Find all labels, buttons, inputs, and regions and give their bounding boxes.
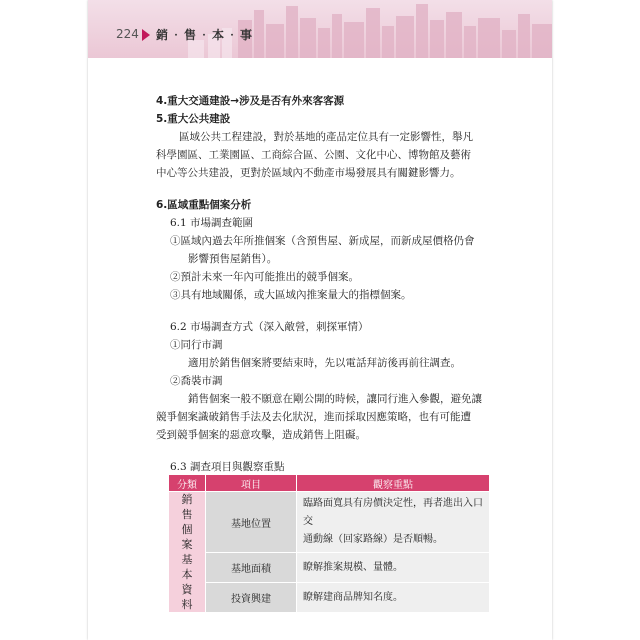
table-row [169, 583, 490, 613]
list-item-paragraph: 受到競爭個案的惡意攻擊，造成銷售上阻礙。 [156, 429, 366, 441]
table-item-cell: 投資興建 [206, 583, 297, 613]
page-content [156, 92, 486, 476]
table-category-cell [169, 492, 206, 613]
list-item-continued: 影響預售屋銷售）。 [188, 253, 278, 265]
section-5-heading: 5.重大公共建設 [156, 113, 231, 125]
list-item: ①區域內過去年所推個案（含預售屋、新成屋，而新成屋價格仍會 [170, 235, 475, 247]
table-desc-cell: 瞭解建商品牌知名度。 [297, 583, 490, 613]
table-item-cell: 基地面積 [206, 553, 297, 583]
table-item-cell: 基地位置 [206, 492, 297, 553]
list-item-paragraph: 適用於銷售個案將要結束時，先以電話拜訪後再前往調查。 [188, 357, 461, 369]
section-6-2-heading: 6.2 市場調查方式（深入敵營，刺探軍情） [170, 321, 369, 333]
table-desc-line: 臨路面寬具有房價決定性，再者進出入口交 [303, 498, 483, 528]
list-item-paragraph: 銷售個案一般不願意在剛公開的時候，讓同行進入參觀，避免讓 [188, 393, 482, 405]
table-category-label: 銷售個案基本資料 [181, 493, 193, 611]
table-row [169, 553, 490, 583]
section-5-paragraph-line: 區域公共工程建設，對於基地的產品定位具有一定影響性，舉凡 [179, 131, 473, 143]
list-item: ②預計未來一年內可能推出的競爭個案。 [170, 271, 359, 283]
observation-table [168, 474, 490, 613]
table-header-item: 項目 [206, 475, 297, 492]
table-desc-cell: 瞭解推案規模、量體。 [297, 553, 490, 583]
page-header [88, 0, 552, 58]
list-item: ③具有地域關係，或大區域內推案量大的指標個案。 [170, 289, 412, 301]
table-desc-cell [297, 492, 490, 553]
list-item: ①同行市調 [170, 339, 223, 351]
section-6-1-heading: 6.1 市場調查範圍 [170, 217, 254, 229]
table-header-focus: 觀察重點 [297, 475, 490, 492]
section-4-heading: 4.重大交通建設→涉及是否有外來客客源 [156, 95, 345, 107]
page-number: 224 [116, 27, 139, 41]
table-desc-line: 通動線（回家路線）是否順暢。 [303, 534, 443, 546]
list-item: ②喬裝市調 [170, 375, 223, 387]
book-title: 銷‧售‧本‧事 [156, 28, 255, 42]
section-6-3-heading: 6.3 調查項目與觀察重點 [170, 461, 285, 473]
table-row [169, 492, 490, 553]
table-header-category: 分類 [169, 475, 206, 492]
section-5-paragraph-line: 中心等公共建設，更對於區域內不動產市場發展具有關鍵影響力。 [156, 167, 461, 179]
section-6-heading: 6.區域重點個案分析 [156, 199, 252, 211]
section-5-paragraph-line: 科學園區、工業園區、工商綜合區、公園、文化中心、博物館及藝術 [156, 149, 471, 161]
triangle-marker-icon [142, 29, 150, 41]
book-page [88, 0, 552, 640]
list-item-paragraph: 競爭個案識破銷售手法及去化狀況，進而採取因應策略，也有可能遭 [156, 411, 471, 423]
